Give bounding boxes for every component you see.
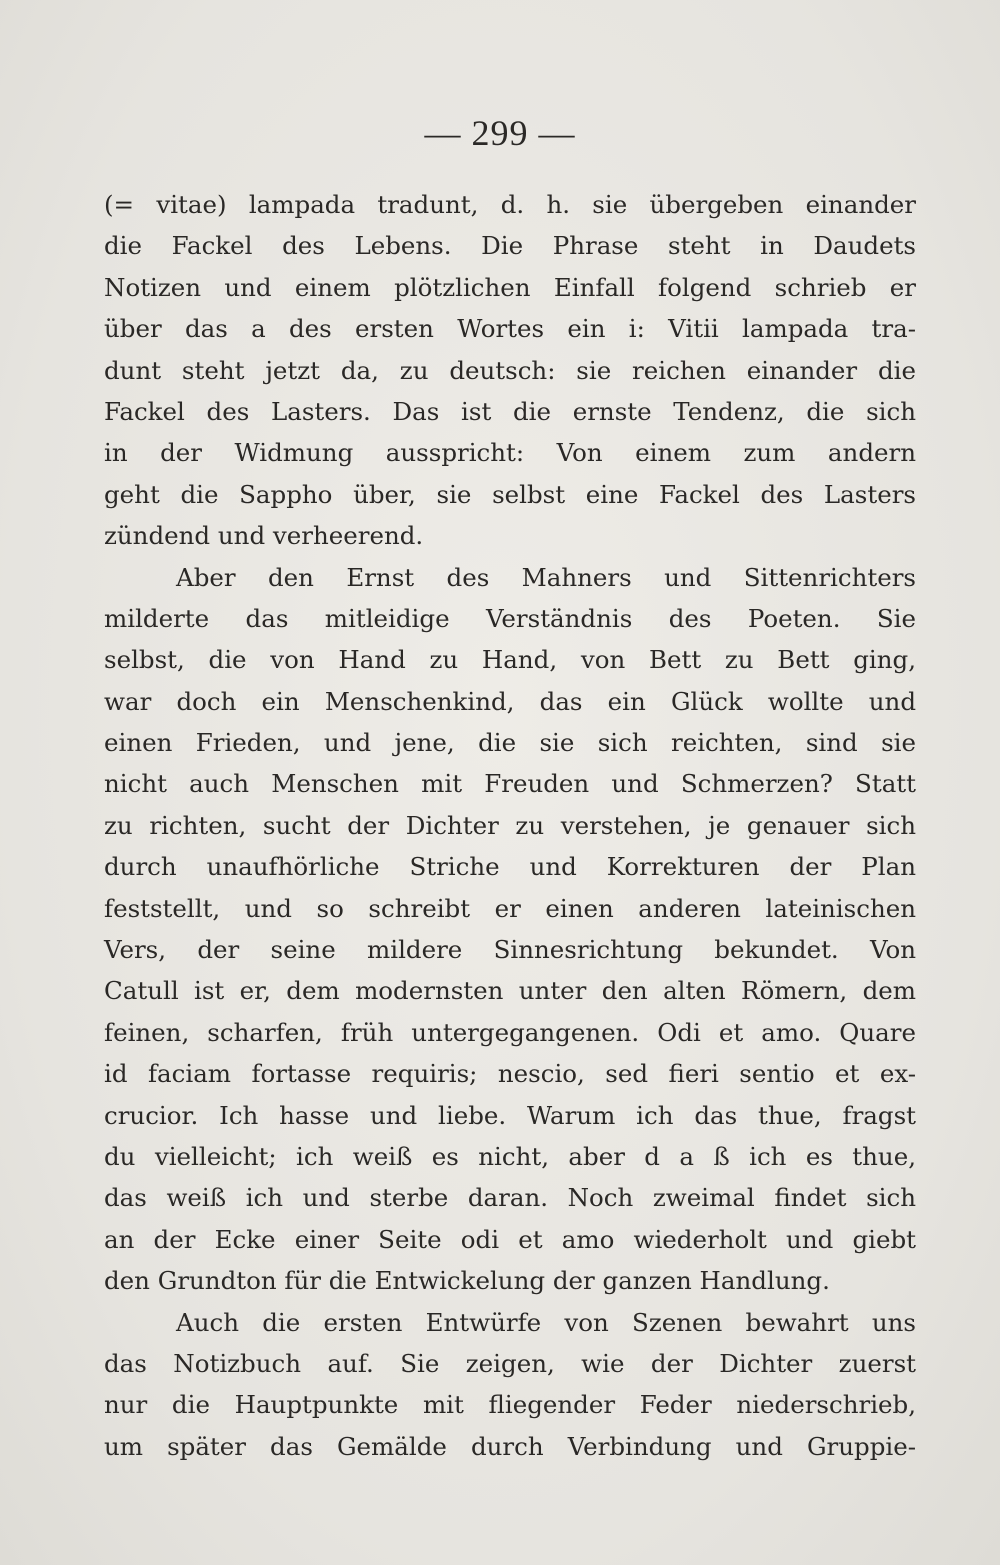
text-line: das Notizbuch auf. Sie zeigen, wie der Dichter zuerst <box>104 1348 916 1378</box>
text-line: den Grundton für die Entwickelung der ganzen Handlung. <box>104 1266 830 1296</box>
text-line: Catull ist er, dem modernsten unter den alten Römern, dem <box>104 976 916 1006</box>
text-line: die Fackel des Lebens. Die Phrase steht in Daudets <box>104 231 916 261</box>
text-line: Aber den Ernst des Mahners und Sittenrichters <box>176 562 916 592</box>
text-line: nicht auch Menschen mit Freuden und Schmerzen? Statt <box>104 769 916 799</box>
text-line: in der Widmung ausspricht: Von einem zum andern <box>104 438 916 468</box>
text-line: selbst, die von Hand zu Hand, von Bett zu Bett ging, <box>104 645 916 675</box>
text-line: an der Ecke einer Seite odi et amo wiederholt und giebt <box>104 1224 916 1254</box>
text-line: Notizen und einem plötzlichen Einfall folgend schrieb er <box>104 272 916 302</box>
body-text <box>104 184 916 1467</box>
text-line: Vers, der seine mildere Sinnesrichtung bekundet. Von <box>104 935 916 965</box>
text-line: war doch ein Menschenkind, das ein Glück wollte und <box>104 686 916 716</box>
text-line: um später das Gemälde durch Verbindung und Gruppie- <box>104 1431 916 1461</box>
text-line: nur die Hauptpunkte mit fliegender Feder niederschrieb, <box>104 1390 916 1420</box>
text-line: id faciam fortasse requiris; nescio, sed fieri sentio et ex- <box>104 1059 916 1089</box>
text-line: feinen, scharfen, früh untergegangenen. Odi et amo. Quare <box>104 1017 916 1047</box>
text-line: crucior. Ich hasse und liebe. Warum ich das thue, fragst <box>104 1100 916 1130</box>
text-line: geht die Sappho über, sie selbst eine Fackel des Lasters <box>104 479 916 509</box>
page-number: — 299 — <box>424 113 576 153</box>
text-line: durch unaufhörliche Striche und Korrekturen der Plan <box>104 852 916 882</box>
text-line: einen Frieden, und jene, die sie sich reichten, sind sie <box>104 728 916 758</box>
text-line: dunt steht jetzt da, zu deutsch: sie reichen einander die <box>104 355 916 385</box>
text-line: Auch die ersten Entwürfe von Szenen bewahrt uns <box>176 1307 916 1337</box>
text-line: Fackel des Lasters. Das ist die ernste Tendenz, die sich <box>104 396 916 426</box>
text-line: feststellt, und so schreibt er einen anderen lateinischen <box>104 893 916 923</box>
text-line: das weiß ich und sterbe daran. Noch zweimal findet sich <box>104 1183 916 1213</box>
text-line: du vielleicht; ich weiß es nicht, aber d a ß ich es thue, <box>104 1141 916 1171</box>
text-line: zündend und verheerend. <box>104 521 424 551</box>
text-line: milderte das mitleidige Verständnis des Poeten. Sie <box>104 603 916 633</box>
text-line: (= vitae) lampada tradunt, d. h. sie übergeben einander <box>104 190 916 219</box>
text-line: über das a des ersten Wortes ein i: Vitii lampada tra- <box>104 314 916 344</box>
text-line: zu richten, sucht der Dichter zu verstehen, je genauer sich <box>104 810 916 840</box>
